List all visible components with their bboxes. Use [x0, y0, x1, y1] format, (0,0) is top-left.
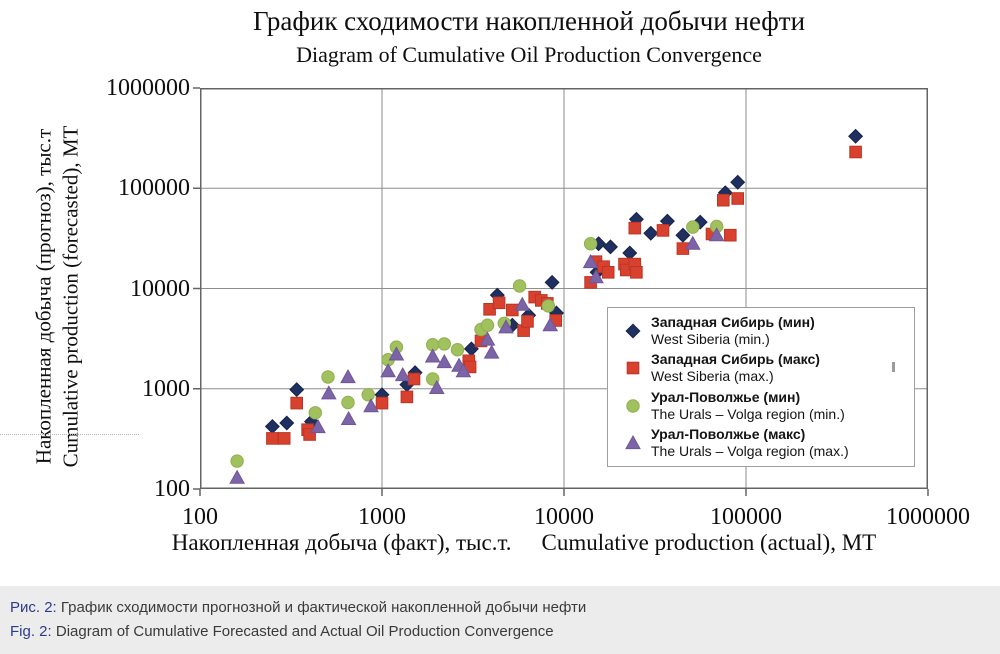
- data-point-ws_max: [631, 267, 643, 279]
- data-point-ws_max: [401, 391, 413, 403]
- x-tick-label: 10000: [534, 504, 594, 530]
- caption-text-ru: График сходимости прогнозной и фактической накопленной добычи нефти: [60, 599, 587, 616]
- data-point-ws_max: [657, 225, 669, 237]
- chart-title-en: Diagram of Cumulative Oil Production Convergence: [296, 42, 762, 67]
- data-point-ws_max: [278, 433, 290, 445]
- x-tick-label: 100000: [710, 504, 782, 530]
- data-point-ws_max: [725, 229, 737, 241]
- data-point-ws_min: [290, 383, 304, 397]
- data-point-ws_max: [408, 373, 420, 385]
- data-point-ws_max: [493, 297, 505, 309]
- legend-triangle-icon: [626, 436, 640, 449]
- data-point-uv_max: [381, 364, 395, 377]
- legend-item-uv_min: [608, 389, 914, 423]
- legend-label-en: The Urals – Volga region (min.): [651, 405, 845, 422]
- data-point-uv_min: [231, 455, 243, 467]
- data-point-ws_max: [850, 146, 862, 158]
- data-point-ws_min: [266, 420, 280, 434]
- x-axis-title: [172, 530, 876, 556]
- legend-square-icon: [627, 363, 639, 375]
- x-axis-title-en: Cumulative production (actual), МТ: [541, 530, 877, 555]
- legend-label: [651, 426, 849, 460]
- data-point-uv_max: [341, 370, 355, 383]
- dash-artifact: [892, 362, 895, 372]
- data-point-ws_max: [376, 397, 388, 409]
- caption-prefix-en: Fig. 2:: [10, 623, 52, 640]
- caption: [0, 586, 1000, 654]
- data-point-uv_min: [687, 221, 699, 233]
- data-point-ws_min: [604, 240, 618, 254]
- data-point-uv_min: [438, 338, 450, 350]
- legend-label-ru: Западная Сибирь (мин): [651, 314, 815, 331]
- data-point-uv_min: [451, 344, 463, 356]
- data-point-uv_min: [513, 280, 525, 292]
- data-point-ws_min: [623, 246, 637, 260]
- legend-label-ru: Урал-Поволжье (макс): [651, 425, 806, 442]
- data-point-uv_min: [342, 396, 354, 408]
- data-point-ws_min: [545, 276, 559, 290]
- caption-prefix-ru: Рис. 2:: [10, 599, 57, 616]
- x-tick-label: 100: [182, 504, 218, 530]
- legend-diamond-icon: [626, 324, 640, 338]
- data-point-ws_min: [731, 175, 745, 189]
- triangle-marker-icon: [624, 434, 642, 452]
- y-tick-label: 1000: [142, 375, 190, 402]
- data-point-ws_max: [602, 267, 614, 279]
- data-point-ws_max: [732, 193, 744, 205]
- y-tick-label: 10000: [130, 275, 190, 302]
- legend-item-ws_min: [608, 314, 914, 348]
- data-point-ws_max: [291, 397, 303, 409]
- data-point-uv_max: [322, 386, 336, 399]
- data-point-uv_max: [230, 471, 244, 484]
- x-tick-label: 1000: [358, 504, 406, 530]
- legend-label: [651, 314, 815, 348]
- y-axis-title-ru: Накопленная добыча (прогноз), тыс.т: [31, 128, 56, 465]
- data-point-uv_max: [342, 412, 356, 425]
- caption-line-en: [10, 620, 1000, 644]
- legend-label-en: West Siberia (min.): [651, 331, 770, 348]
- data-point-uv_max: [396, 368, 410, 381]
- legend-label: [651, 389, 845, 423]
- data-point-uv_min: [542, 300, 554, 312]
- legend-circle-icon: [627, 399, 639, 411]
- y-tick-label: 100000: [118, 175, 190, 202]
- x-axis-title-ru: Накопленная добыча (факт), тыс.т.: [171, 530, 512, 555]
- data-point-uv_max: [485, 346, 499, 359]
- legend-label-en: West Siberia (max.): [651, 368, 774, 385]
- y-tick-label: 100: [154, 476, 190, 502]
- y-axis-title-en: Cumulative production (forecasted), МТ: [58, 125, 83, 468]
- diamond-marker-icon: [624, 322, 642, 340]
- data-point-ws_max: [629, 222, 641, 234]
- legend: [607, 307, 915, 467]
- data-point-uv_min: [481, 319, 493, 331]
- y-tick-label: 1000000: [106, 75, 190, 101]
- legend-item-ws_max: [608, 351, 914, 385]
- data-point-ws_max: [718, 194, 730, 206]
- data-point-ws_min: [849, 130, 863, 144]
- dotted-artifact-line: [0, 434, 139, 435]
- legend-label-ru: Западная Сибирь (макс): [651, 351, 820, 368]
- data-point-ws_min: [644, 227, 658, 241]
- chart-title-ru: График сходимости накопленной добычи нефти: [252, 6, 806, 36]
- caption-line-ru: [10, 596, 1000, 620]
- data-point-ws_max: [267, 433, 279, 445]
- data-point-uv_max: [426, 349, 440, 362]
- data-point-ws_min: [280, 416, 294, 430]
- legend-item-uv_max: [608, 426, 914, 460]
- caption-text-en: Diagram of Cumulative Forecasted and Actual Oil Production Convergence: [55, 623, 554, 640]
- data-point-uv_min: [584, 238, 596, 250]
- data-point-uv_min: [309, 407, 321, 419]
- x-tick-label: 1000000: [886, 504, 970, 530]
- data-point-uv_min: [322, 371, 334, 383]
- square-marker-icon: [624, 359, 642, 377]
- data-point-ws_max: [522, 316, 534, 328]
- legend-label-en: The Urals – Volga region (max.): [651, 442, 849, 459]
- data-point-uv_min: [362, 389, 374, 401]
- circle-marker-icon: [624, 397, 642, 415]
- legend-label: [651, 351, 820, 385]
- legend-label-ru: Урал-Поволжье (мин): [651, 388, 801, 405]
